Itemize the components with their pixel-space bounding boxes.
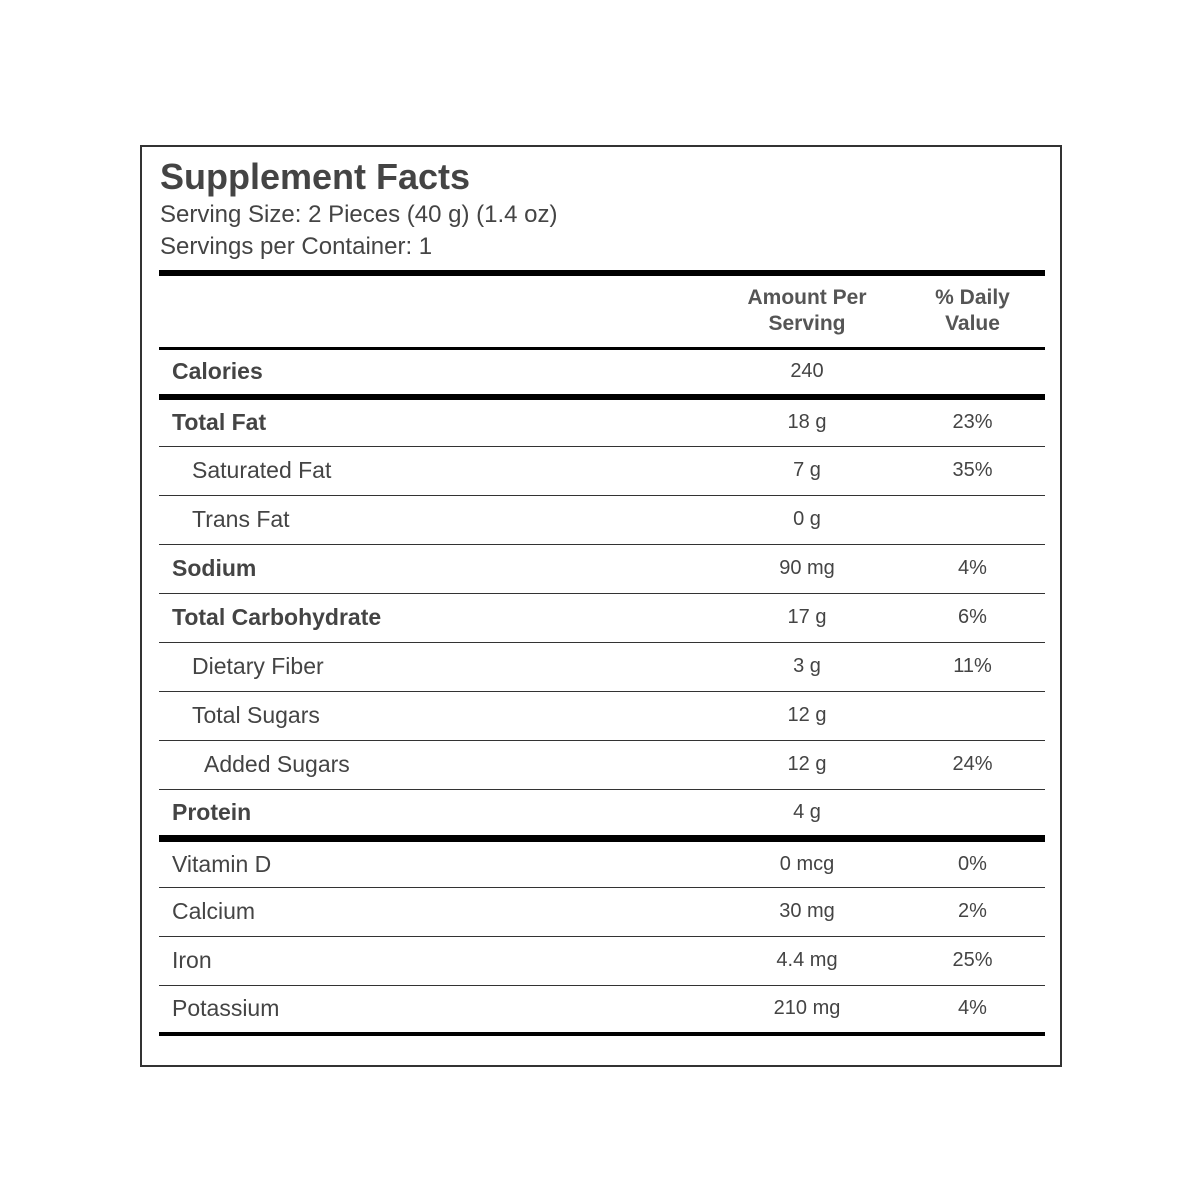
nutrient-daily-value xyxy=(900,348,1045,397)
nutrient-amount: 210 mg xyxy=(773,997,841,1020)
nutrient-table xyxy=(159,270,1045,1036)
panel-title: Supplement Facts xyxy=(160,156,471,197)
nutrient-amount: 0 g xyxy=(793,508,821,530)
nutrient-name: Total Sugars xyxy=(192,702,320,728)
nutrient-name: Added Sugars xyxy=(204,751,350,777)
nutrient-name: Vitamin D xyxy=(172,850,272,877)
table-row xyxy=(159,495,1045,544)
amount-header-line-2: Serving xyxy=(768,312,846,336)
daily-value-header xyxy=(900,273,1045,348)
nutrient-daily-value: 4% xyxy=(958,997,987,1020)
table-row xyxy=(159,740,1045,789)
table-row xyxy=(159,544,1045,593)
table-row xyxy=(159,446,1045,495)
nutrient-amount: 0 mcg xyxy=(779,852,835,875)
nutrient-daily-value: 25% xyxy=(952,949,993,971)
nutrient-daily-value xyxy=(900,495,1045,544)
nutrient-column-header xyxy=(159,273,714,348)
nutrient-name: Dietary Fiber xyxy=(192,653,324,679)
nutrient-amount: 7 g xyxy=(793,459,821,481)
table-row xyxy=(159,593,1045,642)
table-row xyxy=(159,348,1045,397)
table-row xyxy=(159,887,1045,936)
amount-header-line-1: Amount Per xyxy=(747,286,867,310)
dv-header-line-1: % Daily xyxy=(935,286,1010,310)
table-row xyxy=(159,985,1045,1034)
nutrient-amount: 12 g xyxy=(787,704,827,726)
nutrient-name: Trans Fat xyxy=(192,506,290,532)
serving-size: Serving Size: 2 Pieces (40 g) (1.4 oz) xyxy=(160,201,558,228)
nutrient-name: Calories xyxy=(172,358,263,385)
nutrient-name: Protein xyxy=(172,798,252,825)
table-row xyxy=(159,936,1045,985)
nutrient-amount: 30 mg xyxy=(779,900,835,922)
nutrient-name: Total Fat xyxy=(172,409,267,436)
nutrient-amount: 12 g xyxy=(787,753,827,775)
nutrient-amount: 18 g xyxy=(787,411,827,434)
nutrient-name: Total Carbohydrate xyxy=(172,604,382,630)
nutrient-name: Saturated Fat xyxy=(192,457,332,483)
nutrient-amount: 240 xyxy=(790,360,824,383)
nutrient-daily-value: 6% xyxy=(958,606,987,628)
nutrient-daily-value: 4% xyxy=(958,557,987,579)
servings-per-container: Servings per Container: 1 xyxy=(160,233,433,260)
nutrient-amount: 4 g xyxy=(793,800,821,823)
nutrient-amount: 4.4 mg xyxy=(776,949,838,971)
nutrient-daily-value: 2% xyxy=(958,900,987,922)
nutrient-amount: 17 g xyxy=(787,606,827,628)
table-header-row xyxy=(159,273,1045,348)
amount-per-serving-header xyxy=(714,273,900,348)
nutrient-daily-value xyxy=(900,789,1045,838)
nutrient-name: Potassium xyxy=(172,995,280,1022)
table-row xyxy=(159,838,1045,887)
table-row xyxy=(159,691,1045,740)
nutrient-daily-value xyxy=(900,691,1045,740)
table-row xyxy=(159,642,1045,691)
supplement-facts-panel xyxy=(140,145,1062,1067)
nutrient-amount: 3 g xyxy=(793,655,821,677)
nutrient-name: Sodium xyxy=(172,555,257,581)
nutrient-daily-value: 11% xyxy=(953,655,992,677)
nutrient-name: Iron xyxy=(172,947,212,973)
dv-header-line-2: Value xyxy=(945,312,1000,336)
nutrient-daily-value: 24% xyxy=(952,753,993,775)
nutrient-daily-value: 35% xyxy=(952,459,993,481)
nutrient-amount: 90 mg xyxy=(779,557,835,579)
nutrient-daily-value: 0% xyxy=(958,852,987,875)
nutrient-name: Calcium xyxy=(172,898,256,924)
table-row xyxy=(159,397,1045,446)
nutrient-daily-value: 23% xyxy=(952,411,993,434)
table-row xyxy=(159,789,1045,838)
